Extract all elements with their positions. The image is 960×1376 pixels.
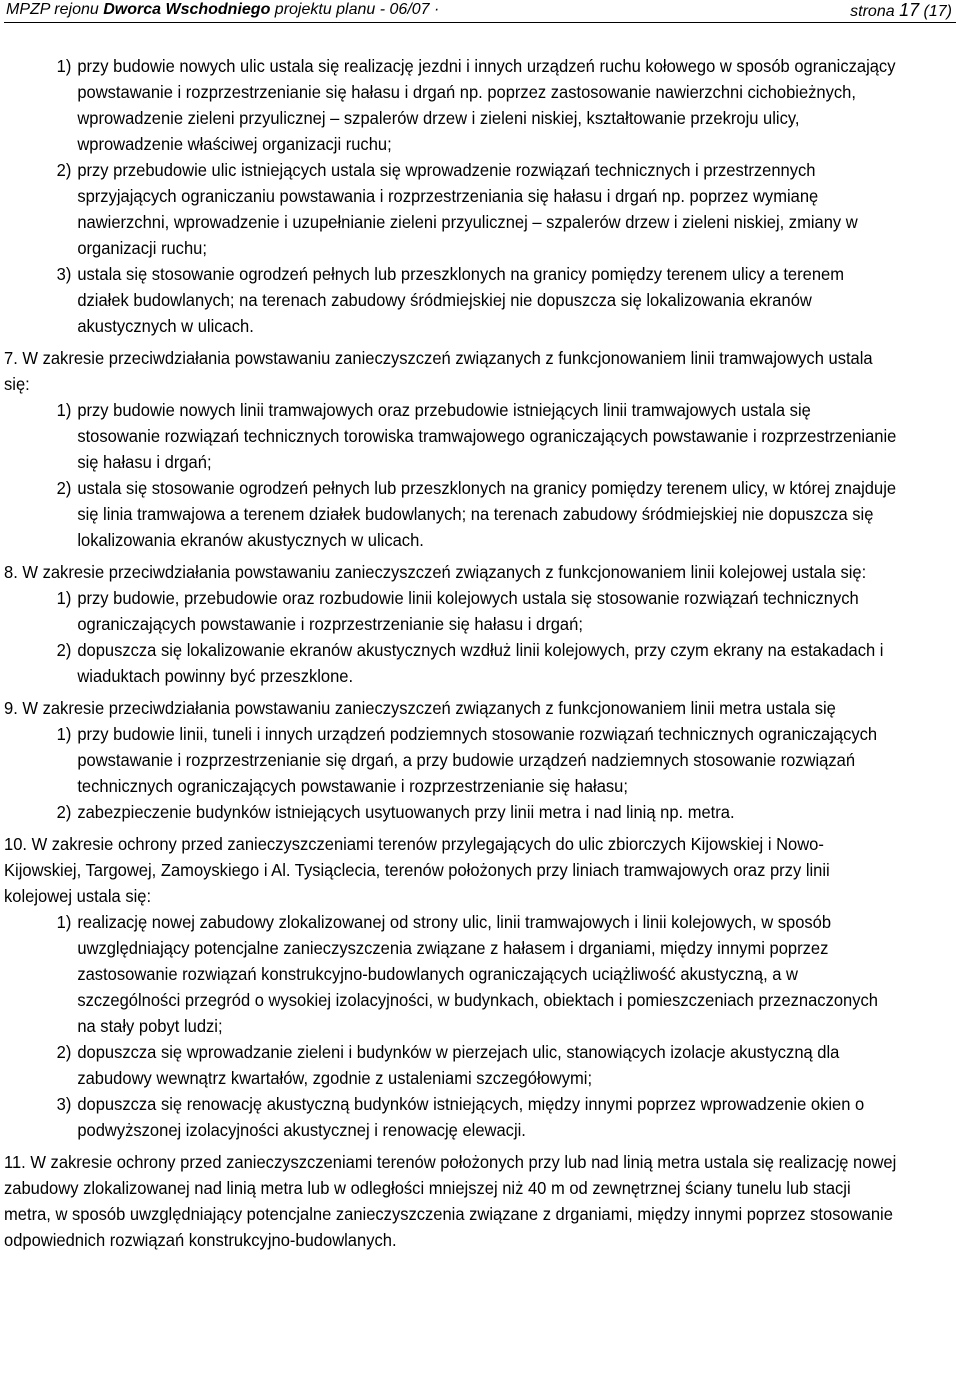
list-item-number: 1): [56, 588, 72, 608]
list-item-number: 2): [56, 478, 72, 498]
list-item-text: przy przebudowie ulic istniejących ustala się wprowadzenie rozwiązań technicznych i przestrzennych sprzyjających ograniczaniu powstawania i rozprzestrzeniania się hałasu i drgań np. poprzez wymianę nawierzchni, wprowadzenie i uzupełnianie zieleni przyulicznej – szpalerów drzew i zieleni niskiej, zmiany w organizacji ruchu;: [77, 160, 858, 258]
list-item: [4, 585, 897, 637]
list-item: [4, 637, 897, 689]
section-paragraph: 10. W zakresie ochrony przed zanieczyszczeniami terenów przylegających do ulic zbiorczych Kijowskiej i Nowo-Kijowskiej, Targowej, Zamoyskiego i Al. Tysiąclecia, terenów położonych przy liniach tramwajowych oraz przy linii kolejowej ustala się:: [4, 834, 830, 906]
list-item-text: przy budowie nowych linii tramwajowych oraz przebudowie istniejących linii tramwajowych ustala się stosowanie rozwiązań technicznych torowiska tramwajowego ograniczających powstawanie i rozprzestrzenianie się hałasu i drgań;: [77, 400, 897, 472]
list-item: [4, 1091, 897, 1143]
page-label: strona: [850, 3, 895, 20]
list-item: [4, 721, 897, 799]
list-item-text: realizację nowej zabudowy zlokalizowanej od strony ulic, linii tramwajowych i linii kolejowych, w sposób uwzględniający potencjalne zanieczyszczenia związane z hałasem i drganiami, między innymi poprzez zastosowanie rozwiązań konstrukcyjno-budowlanych ograniczających uciążliwość akustyczną, a w szczególności przegród o wysokiej izolacyjności, w budynkach, obiektach i pomieszczeniach przeznaczonych na stały pobyt ludzi;: [77, 912, 878, 1036]
list-item-text: przy budowie nowych ulic ustala się realizację jezdni i innych urządzeń ruchu kołowego w sposób ograniczający powstawanie i rozprzestrzenianie się hałasu i drgań np. poprzez zastosowanie nawierzchni cichobieżnych, wprowadzenie zieleni przyulicznej – szpalerów drzew i zieleni niskiej, kształtowanie przekroju ulicy, wprowadzenie właściwej organizacji ruchu;: [77, 56, 896, 154]
list-item-number: 2): [56, 160, 72, 180]
list-item-number: 3): [56, 1094, 72, 1114]
list-item: [4, 909, 897, 1039]
list-item-text: zabezpieczenie budynków istniejących usytuowanych przy linii metra i nad linią np. metra.: [77, 802, 735, 822]
list-item-text: dopuszcza się wprowadzanie zieleni i budynków w pierzejach ulic, stanowiących izolacje akustyczną dla zabudowy wewnątrz kwartałów, zgodnie z ustaleniami szczegółowymi;: [77, 1042, 840, 1088]
section-paragraph: 7. W zakresie przeciwdziałania powstawaniu zanieczyszczeń związanych z funkcjonowaniem linii tramwajowych ustala się:: [4, 348, 873, 394]
list-item: [4, 397, 897, 475]
list-item: [4, 261, 897, 339]
section-paragraph: 11. W zakresie ochrony przed zanieczyszczeniami terenów położonych przy lub nad linią metra ustala się realizację nowej zabudowy zlokalizowanej nad linią metra lub w odległości mniejszej niż 40 m od zewnętrznej ściany tunelu lub stacji metra, w sposób uwzględniający potencjalne zanieczyszczenia związane z drganiami, między innymi poprzez stosowanie odpowiednich rozwiązań konstrukcyjno-budowlanych.: [4, 1152, 897, 1250]
list-item-number: 2): [56, 1042, 72, 1062]
title-bold: Dworca Wschodniego: [103, 1, 271, 18]
list-item: [4, 1039, 897, 1091]
list-item-number: 2): [56, 802, 72, 822]
section-paragraph: 8. W zakresie przeciwdziałania powstawaniu zanieczyszczeń związanych z funkcjonowaniem linii kolejowej ustala się:: [4, 562, 867, 582]
list-item: [4, 157, 897, 261]
list-item-text: dopuszcza się renowację akustyczną budynków istniejących, między innymi poprzez wprowadzenie okien o podwyższonej izolacyjności akustycznej i renowację elewacji.: [77, 1094, 865, 1140]
list-item-number: 1): [56, 724, 72, 744]
list-item: [4, 799, 897, 825]
document-body: [4, 53, 897, 1253]
list-item-text: przy budowie, przebudowie oraz rozbudowie linii kolejowych ustala się stosowanie rozwiązań technicznych ograniczających powstawanie i rozprzestrzenianie się hałasu i drgań;: [77, 588, 859, 634]
list-item-number: 1): [56, 400, 72, 420]
list-item-text: ustala się stosowanie ogrodzeń pełnych lub przeszklonych na granicy pomiędzy terenem ulicy a terenem działek budowlanych; na terenach zabudowy śródmiejskiej nie dopuszcza się lokalizowania ekranów akustycznych w ulicach.: [77, 264, 845, 336]
page-current: 17: [899, 0, 920, 20]
list-item-number: 3): [56, 264, 72, 284]
page-number: [850, 0, 952, 22]
document-title: [6, 0, 439, 20]
list-item-number: 1): [56, 56, 72, 76]
list-item: [4, 475, 897, 553]
list-item-text: przy budowie linii, tuneli i innych urządzeń podziemnych stosowanie rozwiązań technicznych ograniczających powstawanie i rozprzestrzenianie się drgań, a przy budowie urządzeń nadziemnych stosowanie rozwiązań technicznych ograniczających powstawanie i rozprzestrzenianie się hałasu;: [77, 724, 878, 796]
title-suffix: projektu planu - 06/07 ·: [270, 1, 440, 18]
title-prefix: MPZP rejonu: [6, 1, 104, 18]
list-item-text: dopuszcza się lokalizowanie ekranów akustycznych wzdłuż linii kolejowych, przy czym ekrany na estakadach i wiaduktach powinny być przeszklone.: [77, 640, 884, 686]
section-paragraph: 9. W zakresie przeciwdziałania powstawaniu zanieczyszczeń związanych z funkcjonowaniem linii metra ustala się: [4, 698, 836, 718]
list-item-text: ustala się stosowanie ogrodzeń pełnych lub przeszklonych na granicy pomiędzy terenem ulicy, w której znajduje się linia tramwajowa a terenem działek budowlanych; na terenach zabudowy śródmiejskiej nie dopuszcza się lokalizowania ekranów akustycznych w ulicach.: [77, 478, 897, 550]
page-total: (17): [923, 3, 952, 20]
list-item-number: 2): [56, 640, 72, 660]
list-item: [4, 53, 897, 157]
list-item-number: 1): [56, 912, 72, 932]
page-header: [4, 0, 956, 23]
